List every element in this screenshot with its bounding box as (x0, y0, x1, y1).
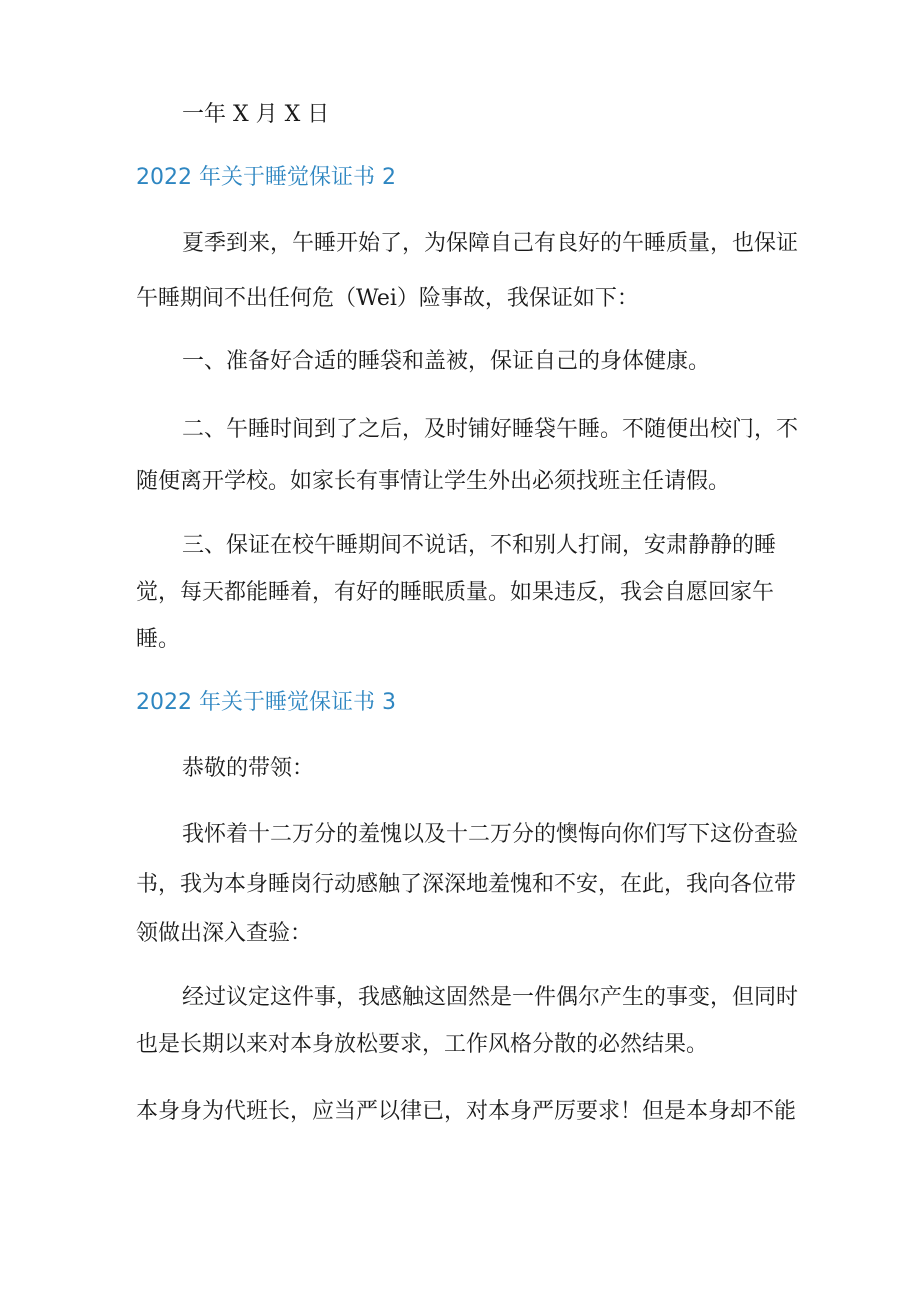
date-line: 一年 X 月 X 日 (182, 102, 330, 127)
section-2-item-3-line-1: 三、保证在校午睡期间不说话，不和别人打闹，安肃静静的睡 (182, 533, 777, 558)
section-2-item-3-line-2: 觉，每天都能睡着，有好的睡眠质量。如果违反，我会自愿回家午 (136, 580, 775, 605)
section-3-para-1-line-1: 我怀着十二万分的羞愧以及十二万分的懊悔向你们写下这份查验 (182, 822, 799, 847)
section-2-item-2-line-2: 随便离开学校。如家长有事情让学生外出必须找班主任请假。 (136, 469, 731, 494)
section-3-para-2-line-2: 也是长期以来对本身放松要求，工作风格分散的必然结果。 (136, 1032, 709, 1057)
section-3-para-1-line-3: 领做出深入查验： (136, 921, 313, 946)
section-2-intro-line-2: 午睡期间不出任何危（Wei）险事故，我保证如下： (136, 286, 639, 311)
section-3-heading: 2022 年关于睡觉保证书 3 (136, 690, 396, 715)
section-3-para-2-line-1: 经过议定这件事，我感触这固然是一件偶尔产生的事变，但同时 (182, 985, 799, 1010)
section-3-salutation: 恭敬的带领： (182, 756, 315, 781)
section-2-intro-line-1: 夏季到来，午睡开始了，为保障自己有良好的午睡质量，也保证 (182, 231, 799, 256)
section-2-item-1: 一、准备好合适的睡袋和盖被，保证自己的身体健康。 (182, 349, 711, 374)
section-2-heading: 2022 年关于睡觉保证书 2 (136, 165, 396, 190)
section-3-para-3-line-1: 本身身为代班长，应当严以律已，对本身严厉要求！但是本身却不能 (136, 1099, 797, 1124)
section-2-item-2-line-1: 二、午睡时间到了之后，及时铺好睡袋午睡。不随便出校门，不 (182, 417, 799, 442)
section-3-para-1-line-2: 书，我为本身睡岗行动感触了深深地羞愧和不安，在此，我向各位带 (136, 872, 797, 897)
section-2-item-3-line-3: 睡。 (136, 627, 181, 652)
